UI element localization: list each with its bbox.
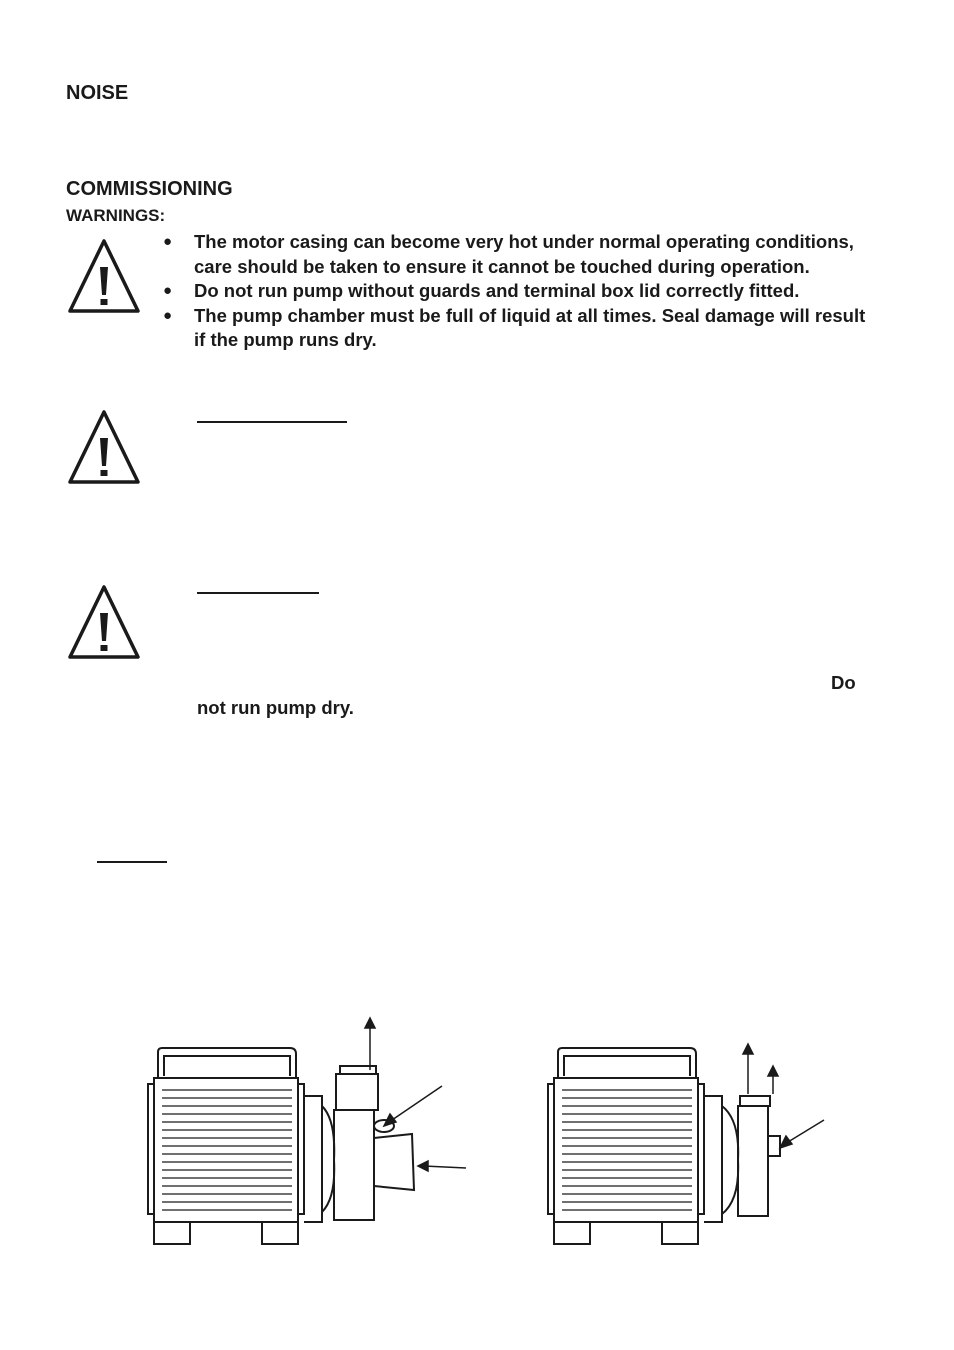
warning-triangle-icon [66,237,142,315]
underline-rule [197,421,347,423]
warning-triangle-icon [66,583,142,661]
underline-rule [97,861,167,863]
warning-triangle-icon [66,408,142,486]
underline-rule [197,592,319,594]
list-item: ● The pump chamber must be full of liquid at all times. Seal damage will result if the pump runs dry. [163,304,866,350]
text-fragment-not-run-dry: not run pump dry. [197,697,354,718]
commissioning-heading: COMMISSIONING [66,178,233,200]
list-item: ● Do not run pump without guards and terminal box lid correctly fitted. [163,280,800,301]
list-item: ● The motor casing can become very hot under normal operating conditions, care should be taken to ensure it cannot be touched during operation. [163,231,854,277]
noise-heading: NOISE [66,82,129,104]
warnings-label: WARNINGS: [66,206,166,225]
pump-end-view-illustration [540,1010,840,1250]
pump-side-view-illustration [140,1010,480,1250]
warnings-list [160,230,880,353]
text-fragment-do: Do [831,672,856,693]
